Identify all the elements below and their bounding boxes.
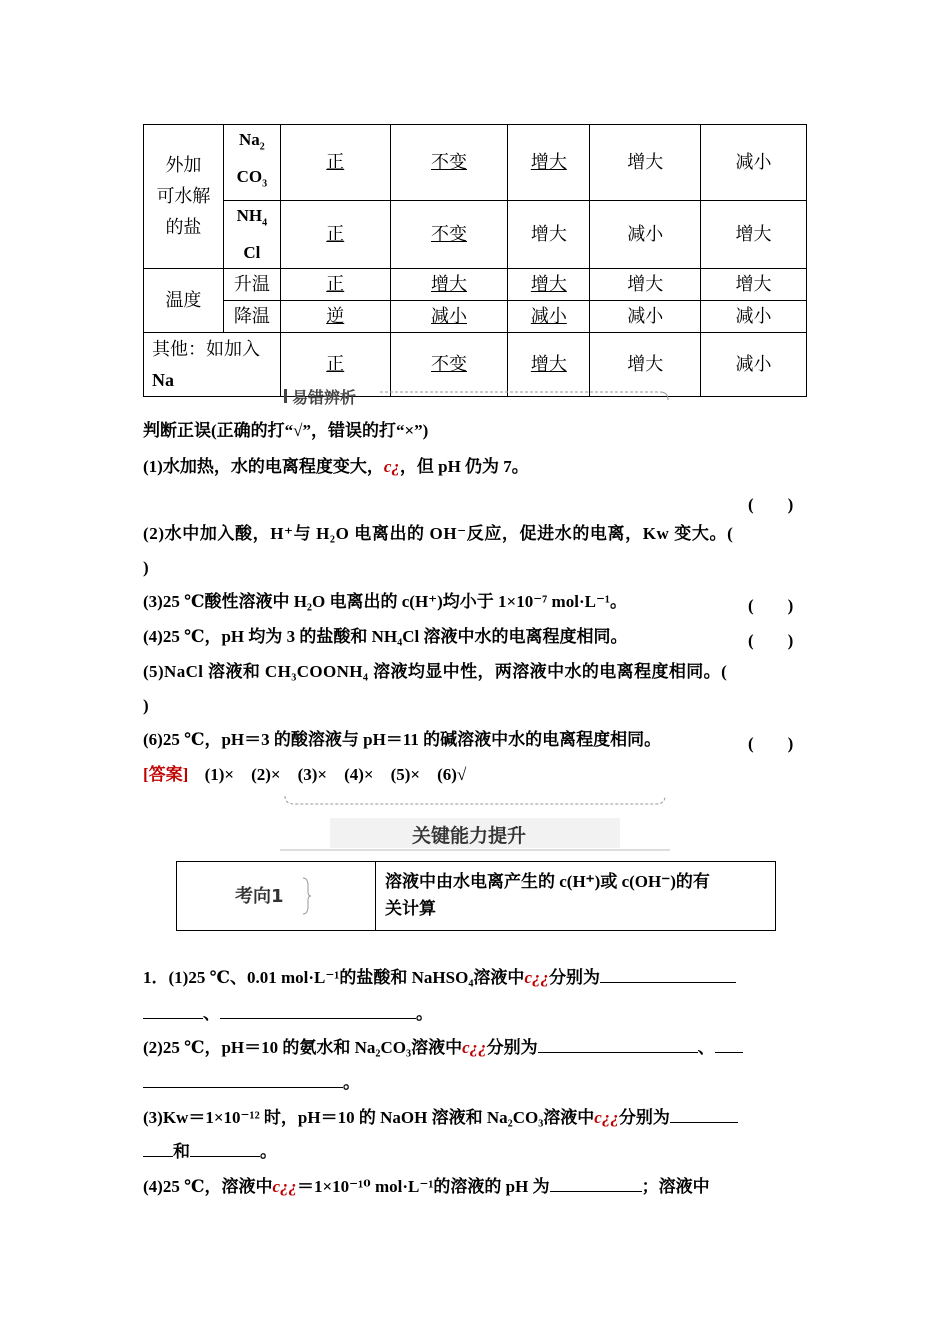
question-2-end: ) — [143, 558, 149, 577]
problem-1-4: (4)25 ℃，溶液中c¿¿＝1×10⁻¹⁰ mol·L⁻¹的溶液的 pH 为 ；溶液中 — [143, 1177, 710, 1196]
question-2: (2)水中加入酸，H⁺与 H₂O 电离出的 OH⁻反应，促进水的电离，Kw 变大。( — [143, 524, 734, 543]
cell: 减小 — [701, 301, 807, 333]
section-header-errors — [280, 384, 670, 406]
cell: 增大 — [508, 269, 590, 301]
problem-1-3-cont: 和 。 — [143, 1140, 277, 1163]
topic-box — [176, 861, 776, 931]
question-1: (1)水加热，水的电离程度变大，c¿，但 pH 仍为 7。 — [143, 457, 529, 476]
sub-down: 降温 — [223, 301, 280, 333]
cell: 减小 — [701, 333, 807, 397]
cell: 增大 — [701, 269, 807, 301]
cell: 增大 — [390, 269, 508, 301]
cell: 不变 — [390, 125, 508, 201]
cell: 增大 — [590, 333, 701, 397]
answer-line — [143, 764, 466, 786]
cell: 增大 — [508, 333, 590, 397]
cell: 增大 — [508, 125, 590, 201]
cell: 减小 — [390, 301, 508, 333]
question-6: (6)25 ℃，pH＝3 的酸溶液与 pH＝11 的碱溶液中水的电离程度相同。 — [143, 730, 662, 749]
section-title: 易错辨析 — [292, 388, 357, 407]
topic-title: 溶液中由水电离产生的 c(H⁺)或 c(OH⁻)的有 关计算 — [385, 872, 710, 918]
cell: 正 — [280, 125, 390, 201]
cell: 正 — [280, 333, 390, 397]
group-temp: 温度 — [144, 269, 224, 333]
question-3: (3)25 ℃酸性溶液中 H₂O 电离出的 c(H⁺)均小于 1×10⁻⁷ mol·L⁻¹。 — [143, 592, 628, 611]
cell: 逆 — [280, 301, 390, 333]
sub-up: 升温 — [223, 269, 280, 301]
cell: 减小 — [701, 125, 807, 201]
section-title: 关键能力提升 — [412, 825, 527, 847]
group-salt: 外加 可水解 的盐 — [144, 125, 224, 269]
question-5-end: ) — [143, 696, 149, 715]
topic-label: 考向1 — [235, 886, 284, 907]
problem-1-3: (3)Kw＝1×10⁻¹² 时，pH＝10 的 NaOH 溶液和 Na₂CO₃溶液中c¿¿分别为 — [143, 1106, 738, 1129]
cell: 减小 — [508, 301, 590, 333]
answer-paren: ( ) — [748, 495, 794, 514]
cell: 正 — [280, 269, 390, 301]
cell: 减小 — [590, 200, 701, 268]
answer-paren: ( ) — [748, 734, 794, 753]
cell: 增大 — [590, 269, 701, 301]
section-header-ability — [280, 792, 670, 852]
problem-1-1: 1．(1)25 ℃、0.01 mol·L⁻¹的盐酸和 NaHSO₄溶液中c¿¿分别为 — [143, 966, 736, 989]
conditions-table — [143, 124, 807, 397]
answer-paren: ( ) — [748, 596, 794, 615]
question-5: (5)NaCl 溶液和 CH₃COONH₄ 溶液均显中性，两溶液中水的电离程度相同。( — [143, 662, 728, 681]
cell: 增大 — [590, 125, 701, 201]
sub-na2co3: $Na_2$ $CO_3$ — [223, 125, 280, 201]
group-other: 其他：如加入 Na — [144, 333, 281, 397]
answer-label: [答案] — [143, 765, 189, 784]
problem-1-1-cont: 、 。 — [143, 1002, 433, 1025]
cell: 减小 — [590, 301, 701, 333]
cell: 不变 — [390, 200, 508, 268]
problem-1-2: (2)25 ℃，pH＝10 的氨水和 Na₂CO₃溶液中c¿¿分别为 、 — [143, 1036, 743, 1059]
question-4: (4)25 ℃，pH 均为 3 的盐酸和 NH₄Cl 溶液中水的电离程度相同。 — [143, 627, 628, 646]
sub-nh4cl: $NH_4$ Cl — [223, 200, 280, 268]
cell: 增大 — [508, 200, 590, 268]
problem-1-2-cont: 。 — [143, 1071, 360, 1094]
answer-text: (1)× (2)× (3)× (4)× (5)× (6)√ — [204, 765, 467, 784]
cell: 增大 — [701, 200, 807, 268]
judge-title: 判断正误(正确的打“√”，错误的打“×”) — [143, 421, 429, 440]
brace-icon — [301, 876, 311, 916]
cell: 正 — [280, 200, 390, 268]
answer-paren: ( ) — [748, 631, 794, 650]
cell: 不变 — [390, 333, 508, 397]
